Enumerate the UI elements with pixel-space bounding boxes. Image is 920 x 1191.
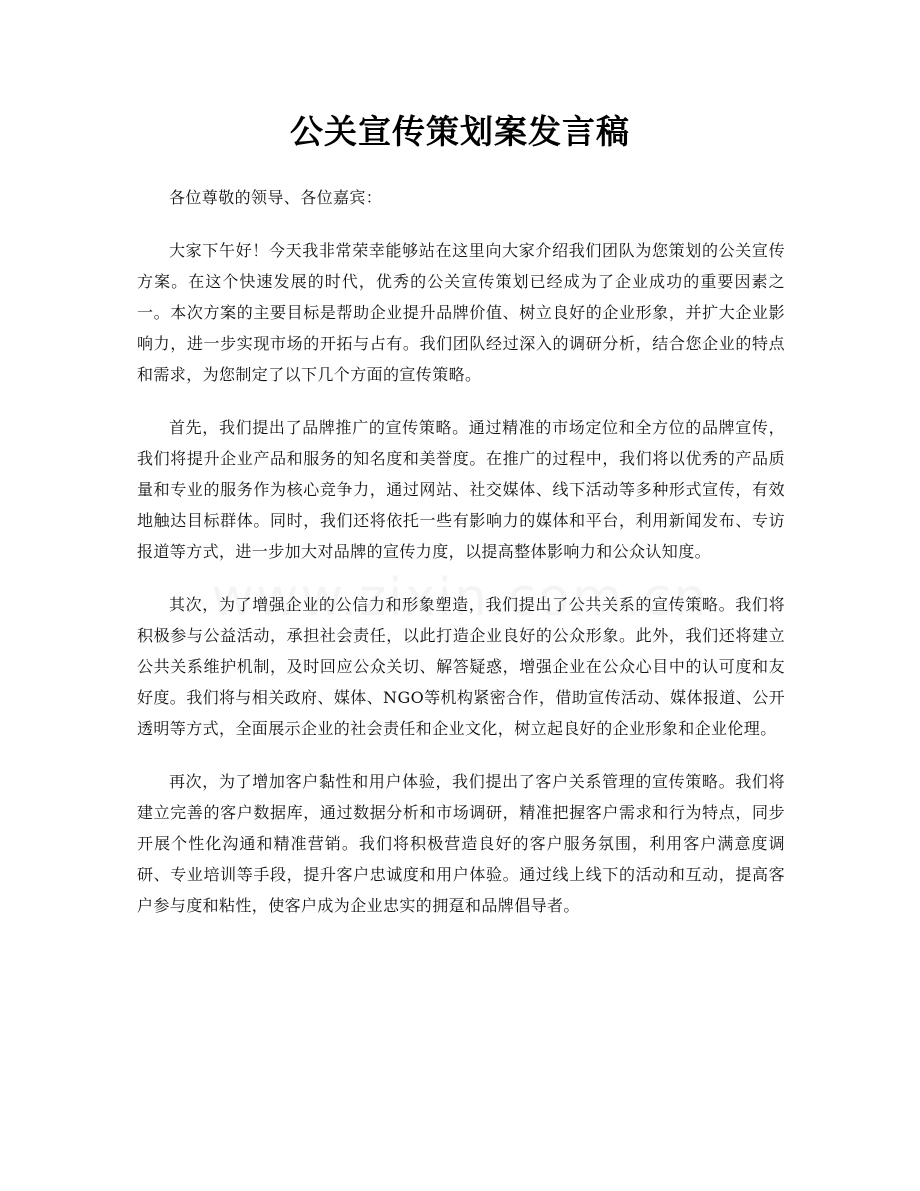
document-body (137, 182, 785, 943)
brand-strategy-paragraph: 首先，我们提出了品牌推广的宣传策略。通过精准的市场定位和全方位的品牌宣传，我们将提升企业产品和服务的知名度和美誉度。在推广的过程中，我们将以优秀的产品质量和专业的服务作为核心竞争力，通过网站、社交媒体、线下活动等多种形式宣传，有效地触达目标群体。同时，我们还将依托一些有影响力的媒体和平台，利用新闻发布、专访报道等方式，进一步加大对品牌的宣传力度，以提高整体影响力和公众认知度。 (137, 418, 785, 561)
intro-paragraph: 大家下午好！今天我非常荣幸能够站在这里向大家介绍我们团队为您策划的公关宣传方案。在这个快速发展的时代，优秀的公关宣传策划已经成为了企业成功的重要因素之一。本次方案的主要目标是帮助企业提升品牌价值、树立良好的企业形象，并扩大企业影响力，进一步实现市场的开拓与占有。我们团队经过深入的调研分析，结合您企业的特点和需求，为您制定了以下几个方面的宣传策略。 (137, 241, 785, 384)
public-relations-paragraph: 其次，为了增强企业的公信力和形象塑造，我们提出了公共关系的宣传策略。我们将积极参与公益活动，承担社会责任，以此打造企业良好的公众形象。此外，我们还将建立公共关系维护机制，及时回应公众关切、解答疑惑，增强企业在公众心目中的认可度和友好度。我们将与相关政府、媒体、NGO等机构紧密合作，借助宣传活动、媒体报道、公开透明等方式，全面展示企业的社会责任和企业文化，树立起良好的企业形象和企业伦理。 (137, 595, 785, 738)
document-title: 公关宣传策划案发言稿 (290, 112, 630, 151)
customer-relations-paragraph: 再次，为了增加客户黏性和用户体验，我们提出了客户关系管理的宣传策略。我们将建立完善的客户数据库，通过数据分析和市场调研，精准把握客户需求和行为特点，同步开展个性化沟通和精准营销。我们将积极营造良好的客户服务氛围，利用客户满意度调研、专业培训等手段，提升客户忠诚度和用户体验。通过线上线下的活动和互动，提高客户参与度和粘性，使客户成为企业忠实的拥趸和品牌倡导者。 (137, 772, 785, 915)
salutation-paragraph: 各位尊敬的领导、各位嘉宾： (169, 188, 383, 207)
